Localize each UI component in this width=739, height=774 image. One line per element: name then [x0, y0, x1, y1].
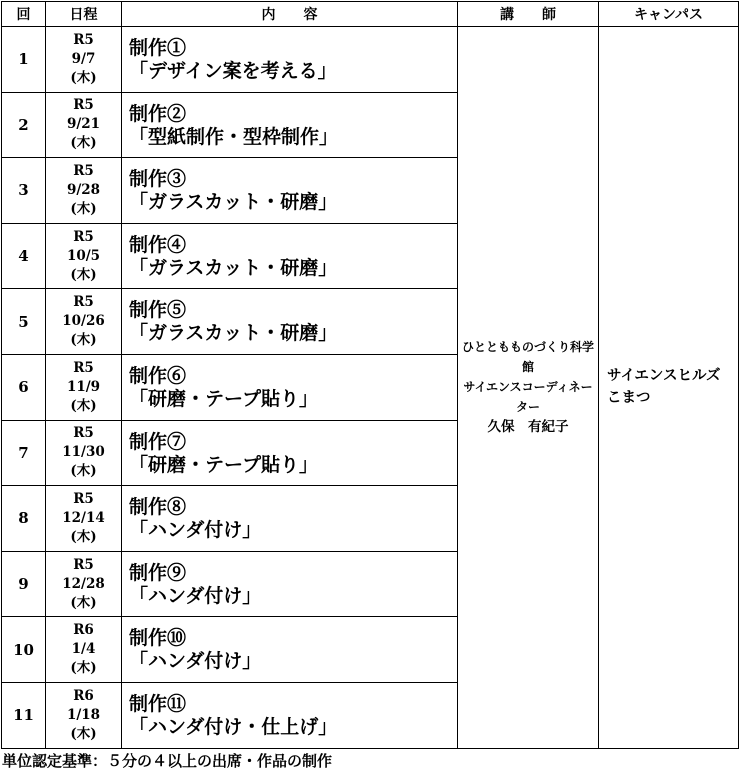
session-content	[122, 354, 458, 420]
header-number: 回	[2, 2, 46, 27]
session-era: R5	[73, 31, 94, 48]
session-number: 3	[2, 158, 46, 224]
session-day: 9/21	[66, 116, 101, 133]
session-title: 制作④	[129, 233, 187, 256]
session-weekday: (木)	[70, 463, 97, 480]
session-weekday: (木)	[70, 200, 97, 217]
session-day: 12/28	[62, 575, 105, 592]
session-title: 制作⑤	[129, 299, 187, 322]
session-content	[122, 420, 458, 486]
session-topic: 「ガラスカット・研磨」	[129, 191, 338, 214]
session-day: 1/18	[66, 706, 101, 723]
header-content: 内 容	[122, 2, 458, 27]
session-title: 制作①	[129, 37, 187, 59]
session-topic: 「デザイン案を考える」	[129, 60, 337, 82]
session-weekday: (木)	[70, 594, 97, 611]
session-content	[122, 617, 458, 683]
session-title: 制作⑧	[129, 496, 187, 519]
session-era: R5	[73, 294, 94, 311]
teacher-organization: ひとともものづくり科学館	[461, 340, 594, 375]
session-weekday: (木)	[70, 266, 97, 283]
session-number: 6	[2, 354, 46, 420]
session-era: R5	[73, 490, 94, 507]
session-title: 制作⑦	[129, 430, 187, 453]
session-date	[46, 551, 122, 617]
session-day: 11/30	[62, 444, 105, 461]
session-day: 10/5	[66, 247, 101, 264]
session-title: 制作⑨	[129, 561, 187, 584]
session-era: R6	[73, 622, 94, 639]
session-topic: 「ハンダ付け・仕上げ」	[129, 715, 338, 738]
session-day: 1/4	[71, 641, 96, 658]
session-number: 5	[2, 289, 46, 355]
session-number: 8	[2, 486, 46, 552]
session-topic: 「ハンダ付け」	[129, 650, 262, 673]
session-date	[46, 617, 122, 683]
session-number: 1	[2, 27, 46, 93]
session-content	[122, 223, 458, 289]
teacher-role: サイエンスコーディネーター	[463, 380, 593, 415]
session-weekday: (木)	[70, 725, 97, 742]
session-topic: 「ガラスカット・研磨」	[129, 256, 338, 279]
session-weekday: (木)	[70, 397, 97, 414]
session-date	[46, 92, 122, 158]
teacher-cell	[458, 27, 599, 749]
session-topic: 「研磨・テープ貼り」	[129, 387, 319, 410]
session-number: 11	[2, 682, 46, 748]
session-content	[122, 486, 458, 552]
session-weekday: (木)	[70, 69, 97, 86]
session-weekday: (木)	[70, 660, 97, 677]
session-title: 制作⑪	[129, 692, 187, 715]
header-campus: キャンパス	[599, 2, 739, 27]
session-weekday: (木)	[70, 135, 97, 152]
session-topic: 「ガラスカット・研磨」	[129, 322, 338, 345]
session-era: R5	[73, 228, 94, 245]
header-row	[2, 2, 739, 27]
session-era: R5	[73, 97, 94, 114]
session-title: 制作②	[129, 102, 187, 125]
session-title: 制作③	[129, 168, 187, 191]
session-topic: 「研磨・テープ貼り」	[129, 453, 319, 476]
session-date	[46, 223, 122, 289]
session-date	[46, 682, 122, 748]
session-era: R5	[73, 556, 94, 573]
session-topic: 「ハンダ付け」	[129, 519, 262, 542]
session-weekday: (木)	[70, 332, 97, 349]
session-date	[46, 289, 122, 355]
session-content	[122, 551, 458, 617]
session-title: 制作⑩	[129, 627, 187, 650]
session-number: 2	[2, 92, 46, 158]
session-day: 9/28	[66, 181, 101, 198]
session-number: 7	[2, 420, 46, 486]
schedule-table	[1, 1, 739, 749]
session-topic: 「ハンダ付け」	[129, 584, 262, 607]
session-date	[46, 486, 122, 552]
session-day: 11/9	[66, 378, 101, 395]
credit-criteria: 単位認定基準：５分の４以上の出席・作品の制作	[2, 752, 333, 770]
session-number: 10	[2, 617, 46, 683]
session-date	[46, 27, 122, 93]
session-day: 9/7	[71, 50, 96, 67]
session-content	[122, 289, 458, 355]
session-number: 4	[2, 223, 46, 289]
session-date	[46, 354, 122, 420]
session-content	[122, 682, 458, 748]
session-era: R5	[73, 359, 94, 376]
session-content	[122, 92, 458, 158]
session-title: 制作⑥	[129, 364, 187, 387]
header-date: 日程	[46, 2, 122, 27]
session-era: R5	[73, 162, 94, 179]
campus-cell	[599, 27, 739, 749]
teacher-name: 久保 有紀子	[487, 419, 569, 436]
session-era: R5	[73, 425, 94, 442]
campus-name-line2: こまつ	[607, 389, 651, 407]
table-row	[2, 27, 739, 93]
session-date	[46, 420, 122, 486]
session-number: 9	[2, 551, 46, 617]
session-topic: 「型紙制作・型枠制作」	[129, 125, 339, 148]
campus-name-line1: サイエンスヒルズ	[607, 367, 721, 385]
session-content	[122, 27, 458, 93]
session-weekday: (木)	[70, 528, 97, 545]
session-era: R6	[73, 687, 94, 704]
session-day: 12/14	[62, 509, 105, 526]
session-day: 10/26	[62, 313, 105, 330]
header-teacher: 講 師	[458, 2, 599, 27]
session-content	[122, 158, 458, 224]
session-date	[46, 158, 122, 224]
